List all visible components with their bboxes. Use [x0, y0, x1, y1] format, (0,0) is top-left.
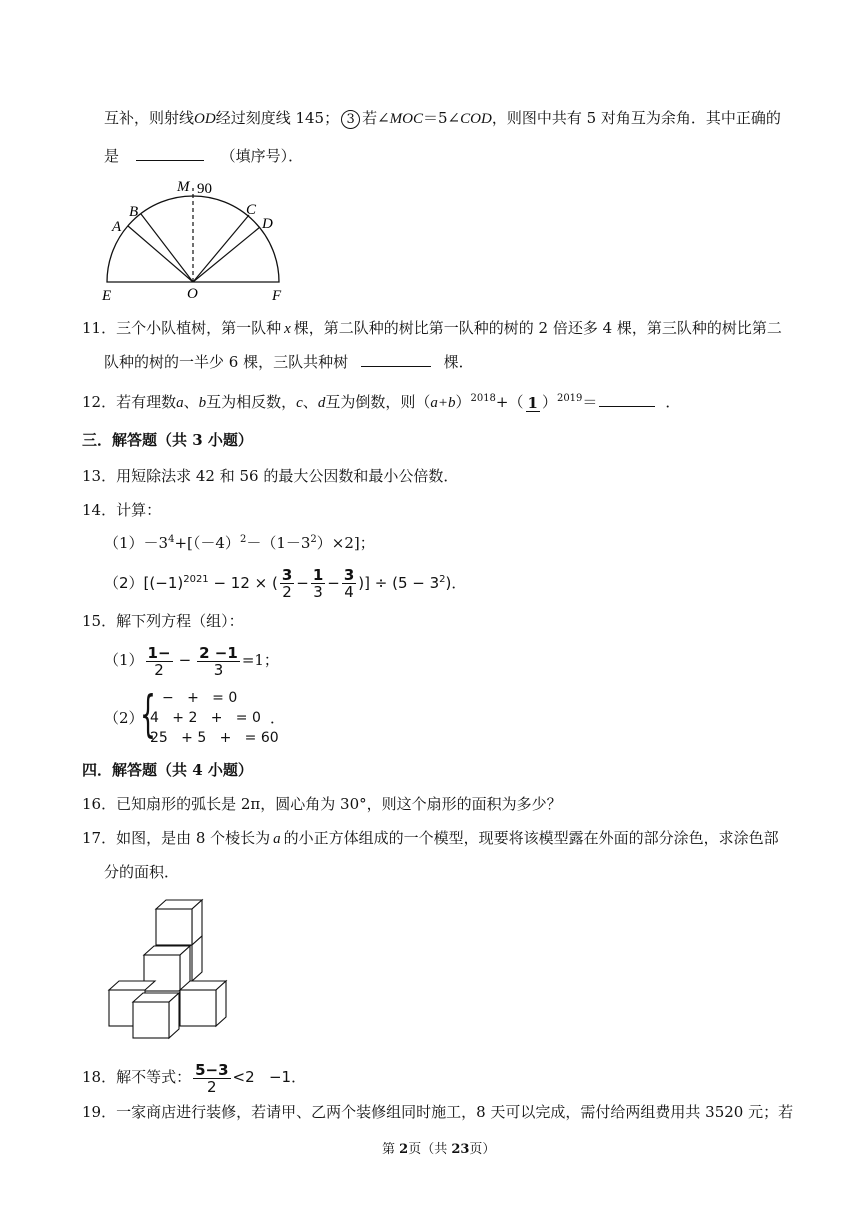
text: －（1－3: [246, 534, 311, 552]
var-moc: MOC: [389, 111, 424, 127]
q14-title: 14．计算：: [82, 501, 162, 519]
q15-part2-label: （2）: [104, 709, 144, 727]
numerator: 5−3: [195, 1060, 229, 1079]
exponent: 2: [310, 534, 317, 545]
exponent: 2019: [556, 393, 583, 404]
label-c: C: [246, 202, 257, 218]
q14-part2: [104, 566, 466, 600]
label-e: E: [102, 288, 112, 304]
circled-number: 3: [341, 110, 360, 129]
label-b: B: [129, 204, 139, 220]
q11-line2: [104, 352, 474, 372]
text: （填序号）．: [220, 147, 304, 165]
text: 棵，第二队种的树比第一队种的树的 2 倍还多 4 棵，第三队种的树比第二: [293, 319, 782, 337]
text: 互为相反数，: [206, 393, 297, 411]
label-a: A: [112, 219, 122, 235]
text: ）: [455, 393, 471, 411]
fraction: [197, 645, 240, 678]
var-c: c: [296, 395, 303, 411]
text: 经过刻度线 145；: [215, 109, 340, 127]
page-footer: [382, 1140, 495, 1160]
exponent: 2: [239, 534, 247, 545]
fraction: [311, 567, 325, 600]
fraction: [193, 1062, 230, 1095]
numerator: 1: [527, 393, 538, 412]
cube-front-face: [133, 1002, 169, 1038]
text: )] ÷ (5 − 3: [358, 574, 440, 592]
text: +[（－4）: [174, 534, 240, 552]
text: ＝5∠: [423, 109, 461, 127]
exponent: 2021: [183, 574, 209, 585]
text: 页）: [469, 1142, 496, 1157]
equation-1: − + = 0: [162, 690, 238, 706]
q12-line: [82, 392, 680, 413]
numerator: 1−: [147, 643, 171, 662]
ray-oc: [193, 215, 249, 282]
denominator: 2: [207, 1077, 217, 1096]
denominator: 3: [313, 583, 323, 601]
text: <2 −1．: [232, 1068, 307, 1086]
text: 的小正方体组成的一个模型，现要将该模型露在外面的部分涂色，求涂色部: [283, 829, 779, 847]
answer-blank: [136, 146, 204, 161]
q14-part1: [104, 533, 375, 553]
ray-ob: [141, 214, 193, 282]
text: （1）: [104, 651, 144, 669]
var-cod: COD: [460, 111, 492, 127]
var-a-plus-b: a+b: [430, 395, 456, 411]
text: 、: [302, 393, 318, 411]
text: ．: [665, 393, 681, 411]
denominator: 2: [282, 583, 292, 601]
text: 页（共: [408, 1142, 452, 1157]
fraction: [146, 645, 173, 678]
total-pages: 23: [451, 1142, 470, 1157]
text: 12．若有理数: [82, 393, 177, 411]
label-m: M: [177, 179, 190, 195]
text: 11．三个小队植树，第一队种: [82, 319, 282, 337]
q17-line1: [82, 828, 779, 849]
text: 第: [382, 1142, 400, 1157]
numerator: 3: [281, 566, 293, 584]
exponent: 2018: [470, 393, 496, 404]
numerator: 3: [343, 566, 355, 584]
label-90: 90: [197, 181, 212, 197]
label-d: D: [262, 216, 273, 232]
q11-line1: [82, 318, 782, 339]
text: 队种的树的一半少 6 棵，三队共种树: [104, 353, 349, 371]
q15-end: ．: [270, 709, 286, 727]
protractor-figure: [100, 176, 290, 304]
exponent: 4: [168, 534, 175, 545]
cube-front-face: [156, 909, 192, 945]
equation-3: 25 + 5 + = 60: [150, 730, 279, 746]
ray-od: [193, 227, 260, 282]
text: )．: [445, 574, 467, 592]
q15-title: 15．解下列方程（组）：: [82, 612, 244, 630]
q13-line: 13．用短除法求 42 和 56 的最大公因数和最小公倍数．: [82, 467, 459, 485]
numerator: 2 −1: [199, 643, 238, 662]
q10-line2: [104, 146, 303, 166]
fraction: [342, 567, 356, 600]
q18-line: [82, 1060, 306, 1095]
text: ）: [541, 393, 557, 411]
section-3-heading: 三．解答题（共 3 小题）: [82, 431, 253, 449]
cube-front-face: [180, 990, 216, 1026]
numerator: 1: [312, 566, 324, 584]
denominator: 3: [213, 660, 224, 679]
text: [(−1): [143, 574, 184, 592]
text: 若∠: [362, 109, 390, 127]
cube-model-figure: [104, 896, 228, 1042]
var-d: d: [317, 395, 326, 411]
q10-line1: [104, 108, 781, 129]
q15-system: [150, 688, 279, 748]
var-x: x: [284, 321, 291, 337]
text: 17．如图，是由 8 个棱长为: [82, 829, 271, 847]
fraction: [526, 395, 540, 412]
q16-line: 16．已知扇形的弧长是 2π，圆心角为 30°，则这个扇形的面积为多少？: [82, 795, 562, 813]
section-4-heading: 四．解答题（共 4 小题）: [82, 761, 253, 779]
label-f: F: [272, 288, 282, 304]
text: ＝: [582, 393, 598, 411]
text: − 12 × (: [208, 574, 278, 592]
q19-line: 19．一家商店进行装修，若请甲、乙两个装修组同时施工，8 天可以完成，需付给两组费用共 3520 元；若: [82, 1103, 794, 1121]
var-od: OD: [194, 111, 216, 127]
text: （1）－3: [104, 534, 169, 552]
answer-blank: [361, 352, 431, 367]
text: ，则图中共有 5 对角互为余角．其中正确的: [491, 109, 781, 127]
q17-line2: 分的面积．: [104, 863, 180, 881]
text: 18．解不等式：: [82, 1068, 192, 1086]
text: =1；: [241, 651, 279, 669]
text: （2）: [104, 574, 144, 592]
equation-2: 4 + 2 + = 0: [150, 710, 261, 726]
denominator: 4: [344, 583, 354, 601]
text: 是: [104, 147, 120, 165]
label-o: O: [187, 286, 198, 302]
text: 互补，则射线: [104, 109, 195, 127]
text: 互为倒数，则（: [325, 393, 431, 411]
operator: −: [296, 574, 309, 592]
q15-part1: [104, 642, 279, 678]
var-a: a: [273, 831, 281, 847]
fraction: [280, 567, 294, 600]
text: +（: [495, 393, 524, 411]
var-b: b: [198, 395, 207, 411]
denominator: 2: [154, 660, 164, 679]
exponent: 2: [439, 574, 446, 585]
text: 棵．: [443, 353, 474, 371]
var-a: a: [176, 395, 184, 411]
page-number: 2: [399, 1142, 409, 1157]
answer-blank: [599, 392, 655, 407]
operator: −: [178, 651, 192, 669]
left-brace-icon: {: [140, 685, 156, 743]
operator: −: [327, 574, 340, 592]
ray-oa: [128, 226, 193, 282]
text: ）×2]；: [316, 534, 375, 552]
text: 、: [183, 393, 199, 411]
